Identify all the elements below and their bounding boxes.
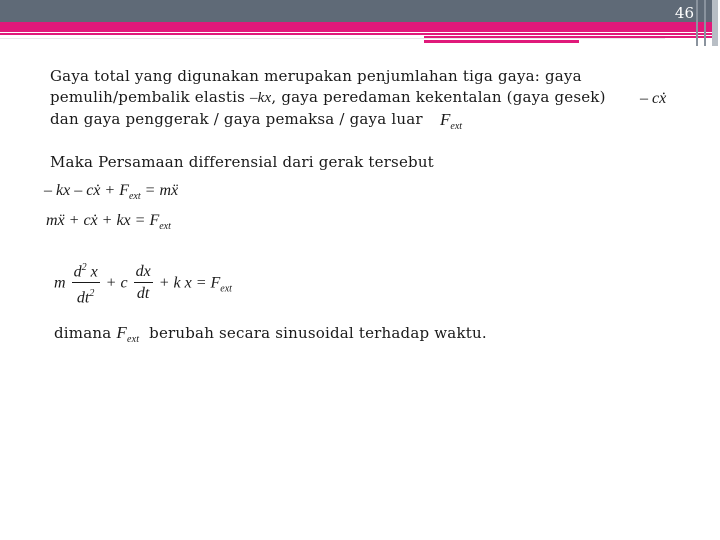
header-rule-short [424,40,579,43]
fext-letter: F [440,110,451,129]
numerator-d: d [73,263,82,281]
intro-text: , gaya peredaman kekentalan (gaya gesek) [271,88,606,106]
header-rule [0,33,712,35]
second-derivative-fraction [72,258,100,310]
equation-tail: + k x = F [158,274,221,292]
numerator-x: x [90,263,98,281]
header-accent-band [0,22,712,32]
elastic-term: –kx [249,90,272,106]
fraction-denominator: dt [136,285,150,303]
inline-fext-symbol [440,110,462,132]
closing-text: berubah secara sinusoidal terhadap waktu. [139,324,487,342]
equation-body: mẍ + cẋ + kx = F [46,212,160,229]
damping-symbol: cẋ [652,90,667,107]
equation-newton [44,182,178,202]
denominator-exponent: 2 [89,288,95,300]
intro-line [50,87,606,109]
intro-paragraph [50,66,606,130]
fext-subscript: ext [126,334,140,345]
intro-text: pemulih/pembalik elastis [50,88,250,106]
fext-subscript: ext [450,121,463,132]
equation-lhs: – kx – cẋ + F [44,182,129,199]
page-number: 46 [674,4,694,22]
side-stripe [712,0,718,46]
equation-subscript: ext [159,221,171,232]
header-rule-light [0,38,665,39]
fraction-denominator [72,283,100,309]
mass-symbol: m [54,274,66,292]
header-rule-right [424,36,712,38]
denominator-dt: dt [76,289,90,307]
fraction-numerator [72,258,100,283]
equation-motion [46,212,171,232]
header-band [0,0,712,22]
closing-fext [116,323,140,345]
equation-subscript: ext [128,191,141,202]
intro-line: dan gaya penggerak / gaya pemaksa / gaya luar [50,110,423,128]
minus-sign: – [640,90,648,107]
damping-term [640,90,666,108]
numerator-exponent: 2 [81,262,87,273]
damping-coefficient: + c [105,274,128,292]
side-stripe [696,0,698,46]
fraction-numerator: dx [134,262,153,283]
side-stripe [704,0,706,46]
equation-subscript: ext [220,283,232,295]
first-derivative-fraction [134,262,153,305]
intro-line: Gaya total yang digunakan merupakan penjumlahan tiga gaya: gaya [50,67,582,85]
fext-letter: F [116,323,127,342]
equation-differential [54,258,232,310]
closing-sentence [54,322,487,350]
equation-intro: Maka Persamaan differensial dari gerak tersebut [50,153,434,171]
equation-rhs: = mẍ [144,182,179,199]
closing-text: dimana [54,324,117,342]
